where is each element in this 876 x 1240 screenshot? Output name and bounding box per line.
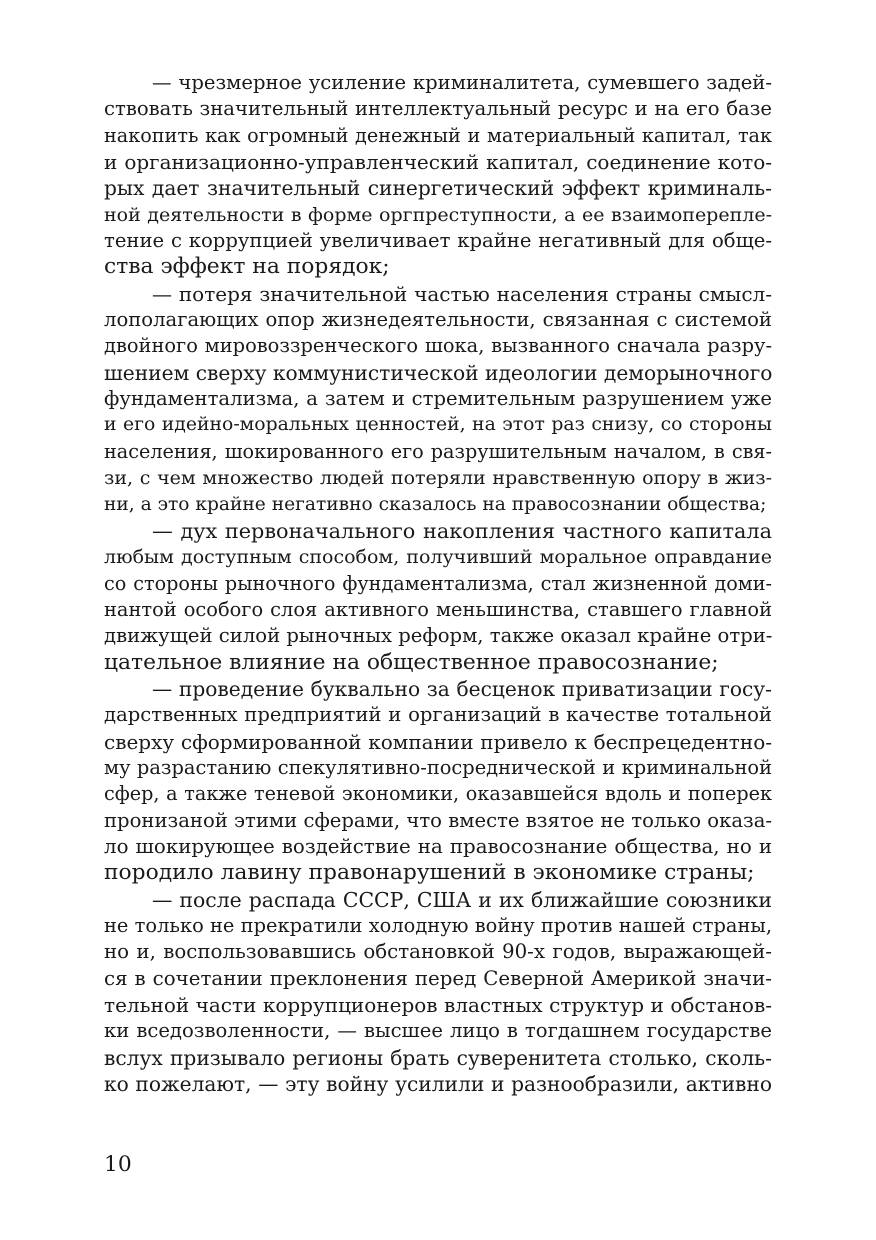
text-line: — потеря значительной частью населения страны смысл- — [152, 281, 772, 306]
text-line: шением сверху коммунистической идеологии деморыночного — [104, 360, 773, 385]
text-line: цательное влияние на общественное правосознание; — [104, 649, 719, 675]
text-line: тение с коррупцией увеличивает крайне негативный для обще- — [104, 229, 772, 253]
text-line: со стороны рыночного фундаментализма, стал жизненной доми- — [104, 571, 772, 595]
page-number: 10 — [104, 1152, 132, 1177]
paragraph-3 — [104, 518, 772, 676]
text-line: дарственных предприятий и организаций в качестве тотальной — [104, 703, 772, 727]
text-line: ствовать значительный интеллектуальный ресурс и на его базе — [104, 97, 772, 121]
paragraph-1 — [104, 70, 772, 281]
text-line: и его идейно-моральных ценностей, на этот раз снизу, со стороны — [104, 414, 772, 436]
text-line: — проведение буквально за бесценок приватизации госу- — [152, 676, 772, 701]
text-line: ки вседозволенности, — высшее лицо в тогдашнем государстве — [104, 1019, 772, 1043]
text-line: нантой особого слоя активного меньшинства, ставшего главной — [104, 597, 772, 621]
text-line: ко пожелают, — эту войну усилили и разнообразили, активно — [104, 1072, 772, 1097]
text-line: двойного мировоззренческого шока, вызванного сначала разру- — [104, 334, 772, 358]
text-line: и организационно-управленческий капитал, соединение кото- — [104, 150, 772, 175]
paragraph-4 — [104, 676, 772, 887]
text-line: му разрастанию спекулятивно-посреднической и криминальной — [104, 755, 772, 779]
text-line: фундаментализма, а затем и стремительным разрушением уже — [104, 387, 772, 411]
text-line: зи, с чем множество людей потеряли нравственную опору в жиз- — [104, 467, 772, 490]
text-line: — после распада СССР, США и их ближайшие союзники — [152, 887, 772, 912]
text-line: населения, шокированного его разрушительным началом, в свя- — [104, 439, 772, 463]
text-line: вслух призывало регионы брать суверенитета столько, сколь- — [104, 1045, 772, 1070]
text-line: тельной части коррупционеров властных структур и обстанов- — [104, 993, 772, 1018]
text-line: накопить как огромный денежный и материальный капитал, так — [104, 123, 772, 147]
text-line: породило лавину правонарушений в экономике страны; — [104, 860, 755, 886]
text-line: сверху сформированной компании привело к беспрецедентно- — [104, 729, 772, 754]
text-line: но и, воспользовавшись обстановкой 90-х годов, выражающей- — [104, 940, 772, 964]
text-line: ло шокирующее воздействие на правосознание общества, но и — [104, 834, 772, 858]
page-body — [104, 70, 772, 1097]
text-line: — чрезмерное усиление криминалитета, сумевшего задей- — [152, 71, 772, 94]
paragraph-5 — [104, 887, 772, 1098]
text-line: ства эффект на порядок; — [104, 254, 390, 280]
text-line: — дух первоначального накопления частного капитала — [152, 518, 772, 543]
text-line: пронизаной этими сферами, что вместе взятое не только оказа- — [104, 808, 772, 832]
text-line: ни, а это крайне негативно сказалось на правосознании общества; — [104, 493, 767, 515]
text-line: рых дает значительный синергетический эффект криминаль- — [104, 176, 772, 201]
text-line: лополагающих опор жизнедеятельности, связанная с системой — [104, 308, 772, 332]
paragraph-2 — [104, 281, 772, 518]
text-line: не только не прекратили холодную войну против нашей страны, — [104, 914, 772, 937]
text-line: ной деятельности в форме оргпреступности, а ее взаимопереплe- — [104, 203, 772, 226]
text-line: любым доступным способом, получивший моральное оправдание — [104, 546, 772, 569]
text-line: ся в сочетании преклонения перед Северной Америкой значи- — [104, 966, 772, 990]
text-line: сфер, а также теневой экономики, оказавшейся вдоль и поперек — [104, 782, 772, 806]
text-line: движущей силой рыночных реформ, также оказал крайне отри- — [104, 624, 773, 648]
